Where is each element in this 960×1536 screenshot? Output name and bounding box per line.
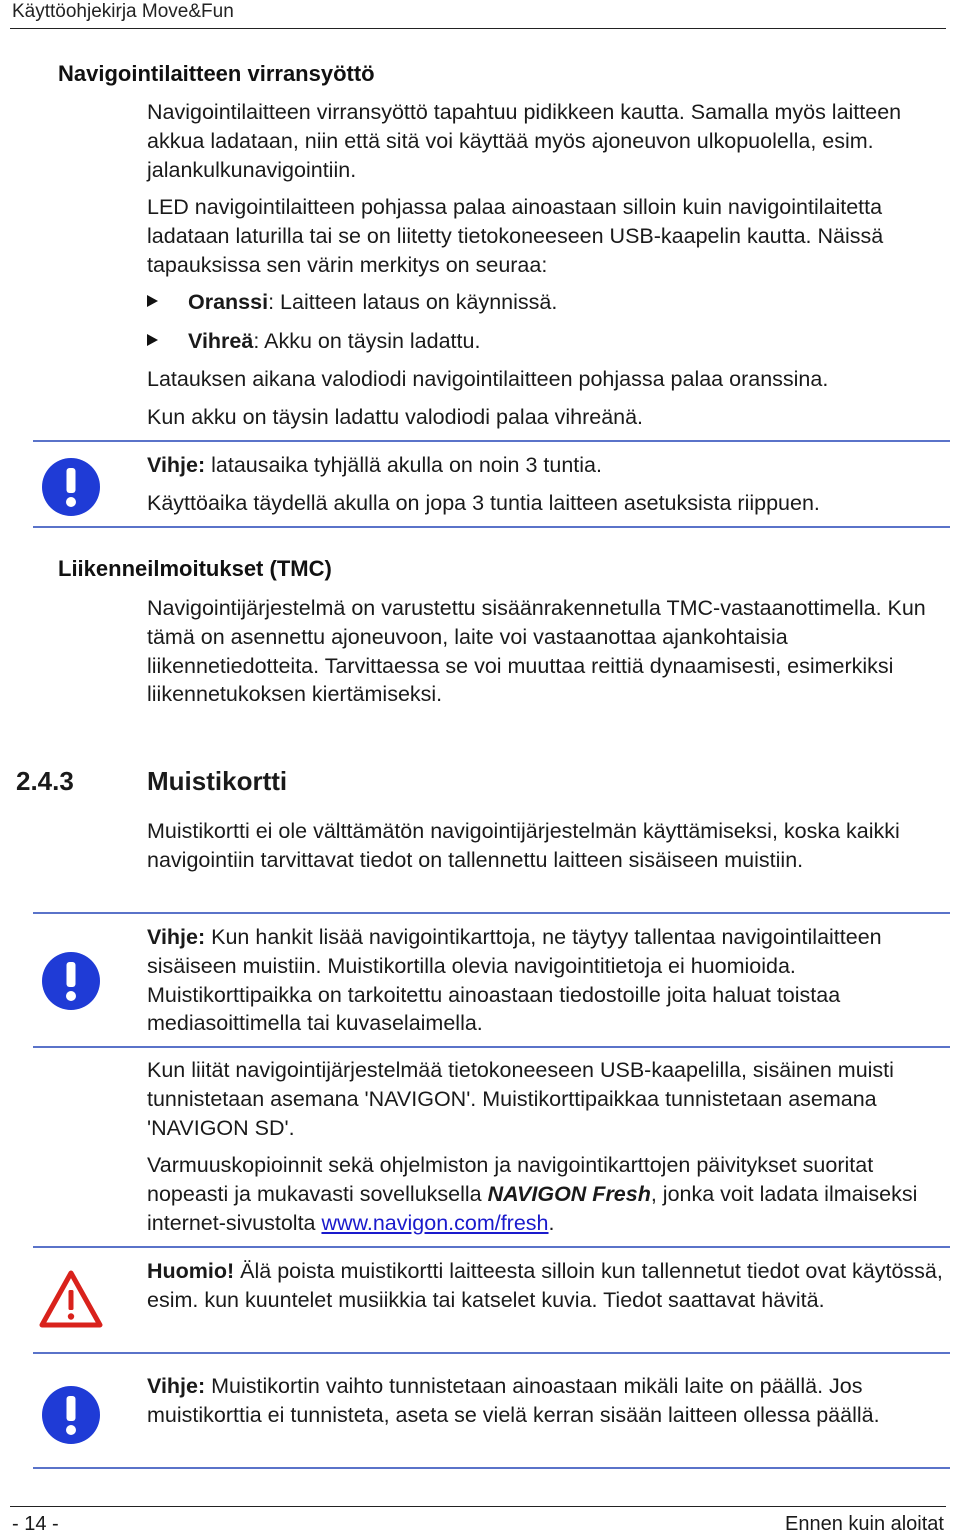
- memory-paragraph-1: Muistikortti ei ole välttämätön navigointijärjestelmän käyttämiseksi, koska kaikki navigointiin tarvittavat tiedot on tallennettu laitteen sisäiseen muistiin.: [147, 819, 900, 872]
- page-header: [10, 0, 946, 29]
- tip-text: latausaika tyhjällä akulla on noin 3 tuntia.: [205, 453, 602, 477]
- section-number: 2.4.3: [16, 766, 74, 796]
- footer-section-title: Ennen kuin aloitat: [784, 1513, 944, 1535]
- warning-rule-bottom: [33, 1352, 950, 1354]
- note-rule-top: [33, 440, 950, 442]
- tip-label: Vihje:: [147, 1374, 206, 1398]
- info-exclamation-icon: [40, 950, 102, 1012]
- note-rule-bottom: [33, 1046, 950, 1048]
- tip-card-detection: [147, 1372, 947, 1430]
- tip-label: Vihje:: [147, 453, 206, 477]
- tip-text: Kun hankit lisää navigointikarttoja, ne täytyy tallentaa navigointilaitteen sisäiseen muistiin. Muistikortilla olevia navigointitietoja ei huomioida. Muistikorttipaikka on tarkoitettu ainoastaan tiedostoille joita haluat toistaa mediasoittimella tai kuvaselaimella.: [147, 925, 882, 1036]
- tip-charging-time: [147, 453, 602, 478]
- heading-power-supply: Navigointilaitteen virransyöttö: [58, 61, 375, 86]
- warning-rule-top: [33, 1246, 950, 1248]
- tip-label: Vihje:: [147, 925, 206, 949]
- note-rule-bottom: [33, 526, 950, 528]
- section-title: Muistikortti: [147, 766, 288, 796]
- info-exclamation-icon: [40, 1384, 102, 1446]
- tip-usage-time: Käyttöaika täydellä akulla on jopa 3 tuntia laitteen asetuksista riippuen.: [147, 491, 820, 515]
- bullet-triangle-icon: [147, 334, 158, 346]
- page-footer: [10, 1506, 946, 1535]
- note-rule-bottom: [33, 1467, 950, 1469]
- memory-paragraph-2: Kun liität navigointijärjestelmää tietokoneeseen USB-kaapelilla, sisäinen muisti tunnistetaan asemana 'NAVIGON'. Muistikorttipaikkaa tunnistetaan asemana 'NAVIGON SD'.: [147, 1058, 894, 1140]
- navigon-fresh-link[interactable]: www.navigon.com/fresh: [321, 1210, 549, 1235]
- tmc-paragraph: Navigointijärjestelmä on varustettu sisäänrakennetulla TMC-vastaanottimella. Kun tämä on asennettu ajoneuvoon, laite voi vastaanottaa ajankohtaisia liikennetiedotteita. Tarvittaessa se voi muuttaa reittiä dynaamisesti, esimerkiksi liikennetukoksen kiertämiseksi.: [147, 596, 926, 707]
- power-paragraph-4: Kun akku on täysin ladattu valodiodi palaa vihreänä.: [147, 405, 644, 429]
- power-paragraph-1: Navigointilaitteen virransyöttö tapahtuu pidikkeen kautta. Samalla myös laitteen akkua ladataan, niin että sitä voi käyttää myös ajoneuvon ulkopuolella, esim. jalankulkunavigointiin.: [147, 100, 902, 182]
- power-paragraph-2: LED navigointilaitteen pohjassa palaa ainoastaan silloin kuin navigointilaitetta ladataan laturilla tai se on liitetty tietokoneeseen USB-kaapelin kautta. Näissä tapauksissa sen värin merkitys on seuraa:: [147, 195, 884, 277]
- heading-traffic-messages: Liikenneilmoitukset (TMC): [58, 556, 332, 581]
- warning-text: Älä poista muistikortti laitteesta silloin kun tallennetut tiedot ovat käytössä, esim. kun kuuntelet musiikkia tai katselet kuvia. Tiedot saattavat hävitä.: [147, 1259, 943, 1312]
- fresh-text-c: .: [548, 1210, 555, 1235]
- bullet-text: : Laitteen lataus on käynnissä.: [268, 290, 558, 314]
- bullet-triangle-icon: [147, 295, 158, 307]
- note-rule-top: [33, 912, 950, 914]
- bullet-green: [147, 329, 480, 354]
- document-title: Käyttöohjekirja Move&Fun: [12, 1, 234, 22]
- tip-text: Muistikortin vaihto tunnistetaan ainoastaan mikäli laite on päällä. Jos muistikorttia ei tunnisteta, aseta se vielä kerran sisään laitteen ollessa päällä.: [147, 1374, 880, 1427]
- bullet-orange: [147, 290, 557, 315]
- navigon-fresh-brand: NAVIGON Fresh: [487, 1181, 651, 1206]
- info-exclamation-icon: [40, 456, 102, 518]
- tip-maps-storage: [147, 923, 947, 1038]
- fresh-text-a: Varmuuskopioinnit sekä ohjelmiston ja navigointikarttojen päivitykset suoritat nopeasti ja mukavasti sovelluksella: [147, 1153, 874, 1206]
- page-number: - 14 -: [12, 1513, 59, 1535]
- memory-paragraph-3: [147, 1151, 947, 1237]
- fresh-text-b: , jonka voit ladata ilmaiseksi internet-sivustolta: [147, 1181, 918, 1235]
- warning-note: [147, 1257, 947, 1315]
- power-paragraph-3: Latauksen aikana valodiodi navigointilaitteen pohjassa palaa oranssina.: [147, 367, 829, 391]
- bullet-text: : Akku on täysin ladattu.: [253, 329, 481, 353]
- bullet-term: Oranssi: [188, 290, 269, 314]
- bullet-term: Vihreä: [188, 329, 254, 353]
- warning-triangle-icon: [38, 1268, 104, 1330]
- warning-label: Huomio!: [147, 1259, 235, 1283]
